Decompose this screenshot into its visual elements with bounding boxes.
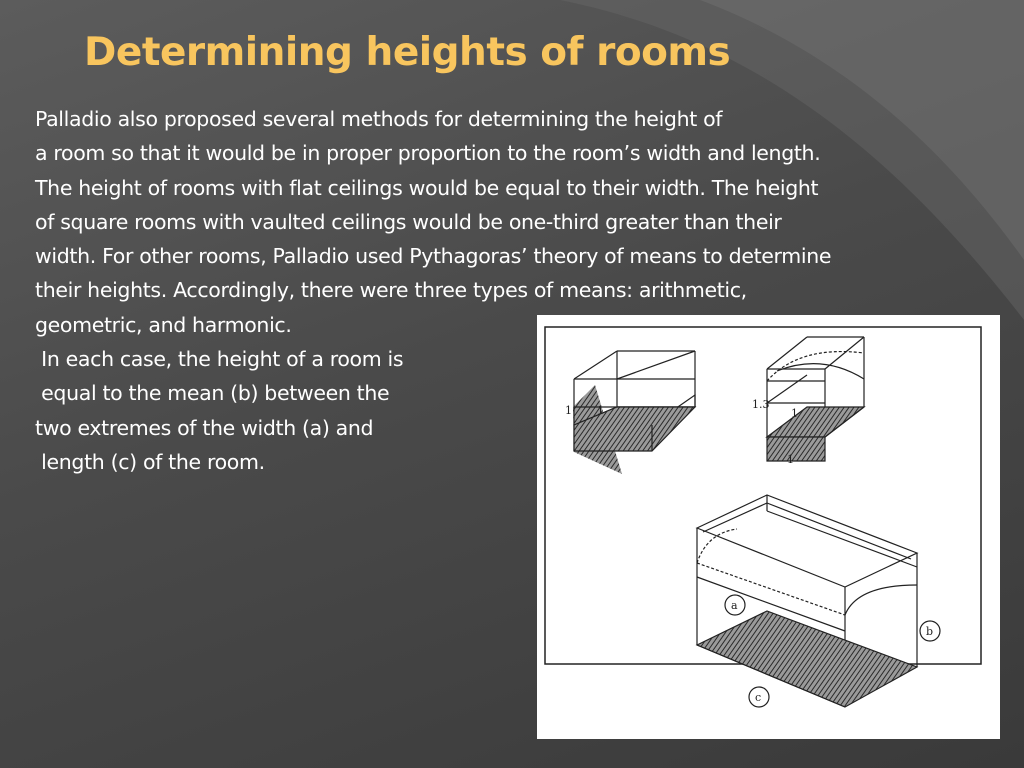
label-vault-width-bottom: 1 <box>787 453 794 466</box>
body-line: length (c) of the room. <box>35 449 265 474</box>
label-mean-a: a <box>731 599 738 612</box>
label-mean-b: b <box>926 625 934 638</box>
label-mean-c: c <box>755 691 762 704</box>
body-line: geometric, and harmonic. <box>35 312 292 337</box>
slide-title: Determining heights of rooms <box>84 30 731 75</box>
body-line: a room so that it would be in proper proportion to the room’s width and length. <box>35 141 821 166</box>
body-line: Palladio also proposed several methods for determining the height of <box>35 107 723 131</box>
body-line: width. For other rooms, Palladio used Pythagoras’ theory of means to determine <box>35 244 832 269</box>
body-line: of square rooms with vaulted ceilings would be one-third greater than their <box>35 209 782 234</box>
body-line: The height of rooms with flat ceilings would be equal to their width. The height <box>35 175 819 200</box>
body-line: two extremes of the width (a) and <box>35 415 374 440</box>
room-mean-proportions <box>697 495 917 707</box>
label-cube-height-outer: 1 <box>565 404 572 417</box>
label-vault-width-side: 1 <box>791 407 798 420</box>
body-line: their heights. Accordingly, there were three types of means: arithmetic, <box>35 278 747 303</box>
label-cube-height-inner: 1 <box>597 404 604 417</box>
room-proportions-drawing <box>537 315 1000 739</box>
body-line: equal to the mean (b) between the <box>35 381 390 406</box>
cube-flat-ceiling <box>573 351 695 474</box>
room-proportions-figure <box>537 315 1000 739</box>
body-line: In each case, the height of a room is <box>35 347 404 372</box>
label-vault-height: 1.3 <box>752 398 770 411</box>
cube-vaulted-ceiling <box>767 337 864 461</box>
